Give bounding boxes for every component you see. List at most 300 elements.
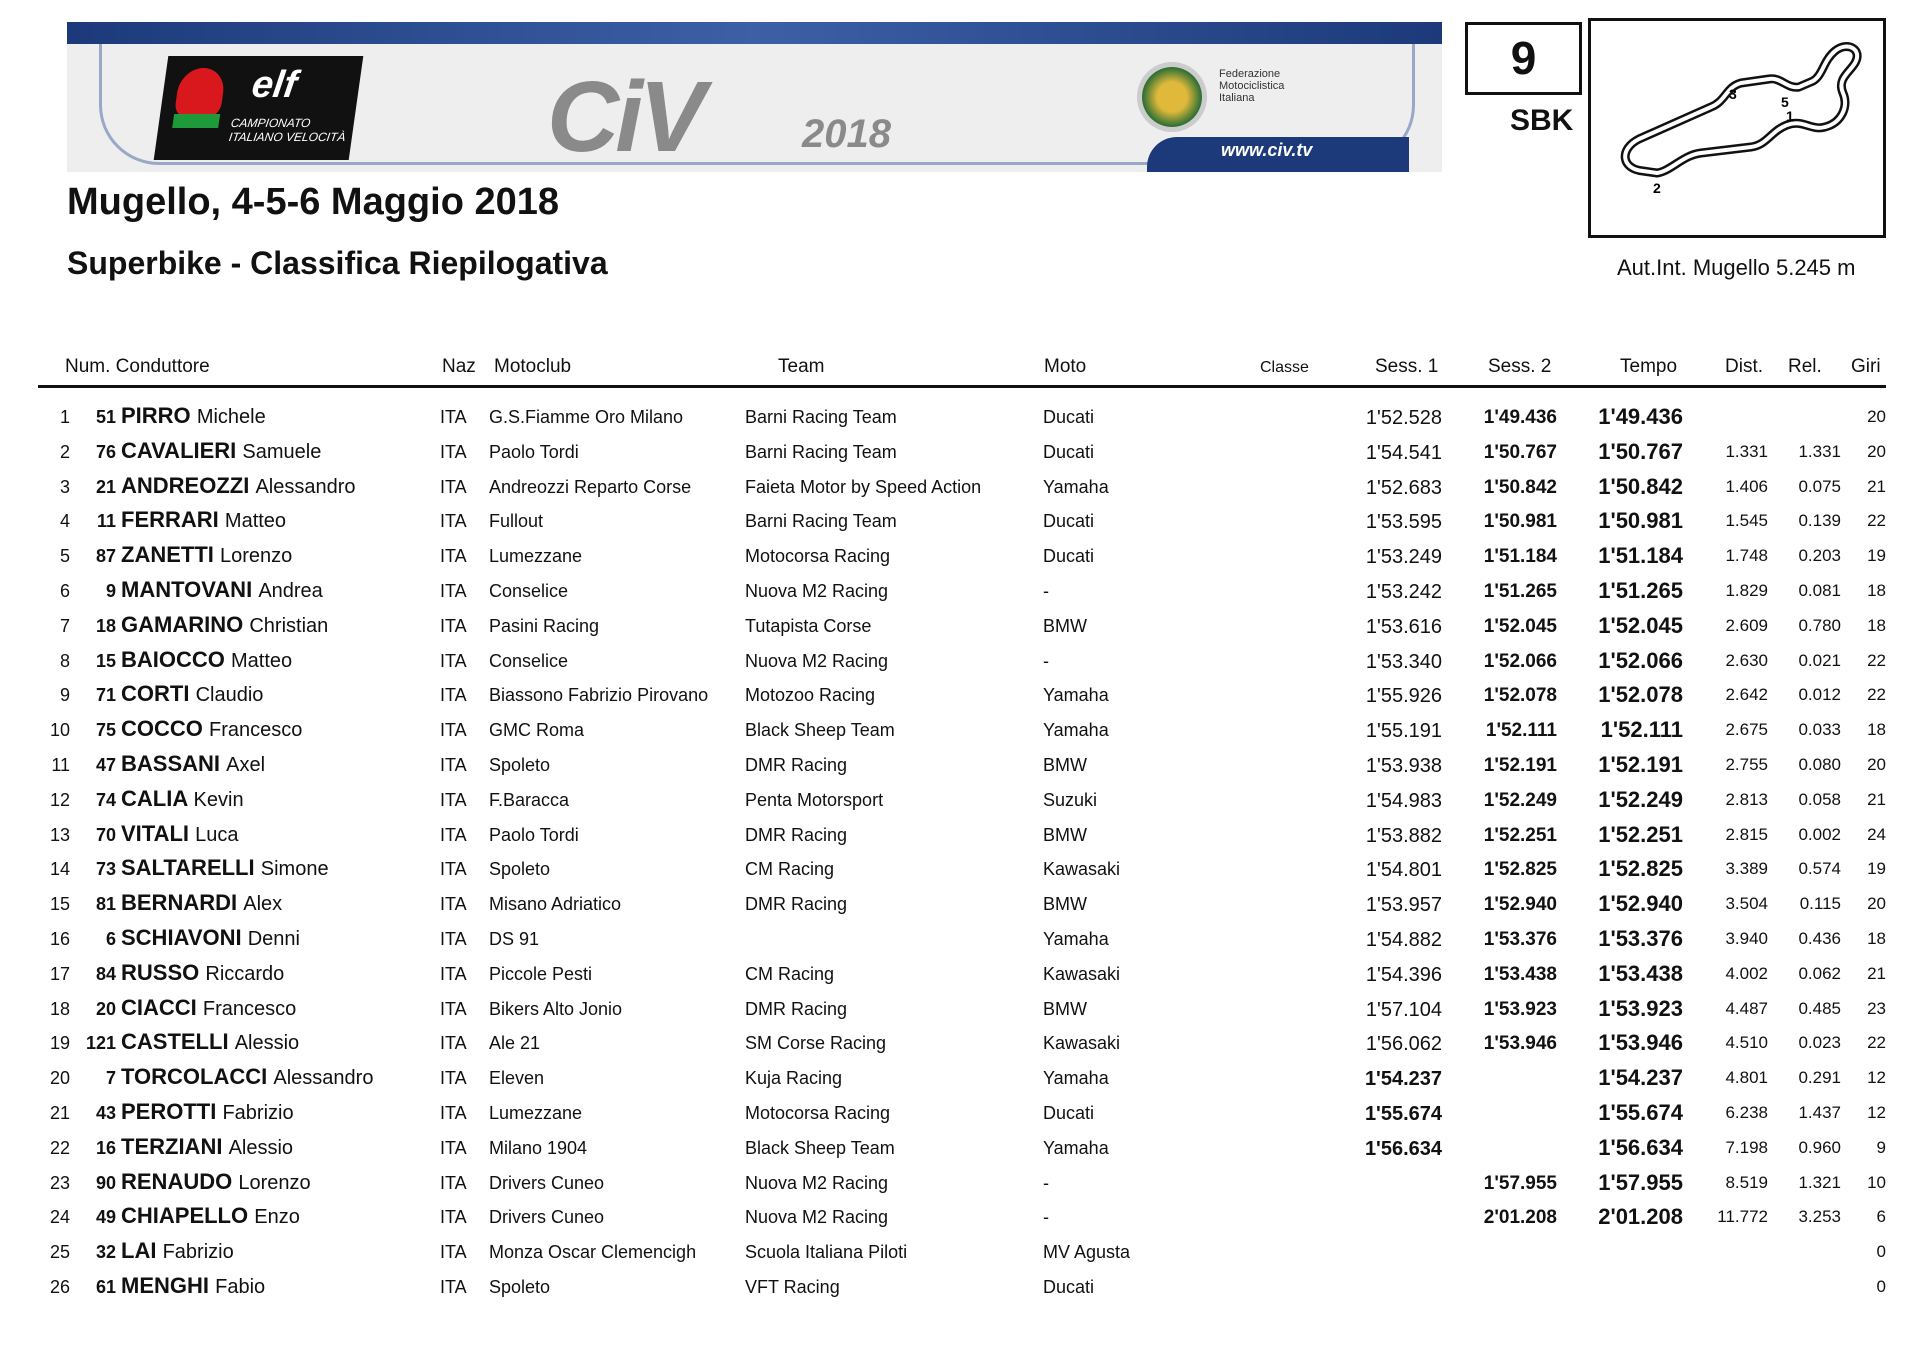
cell-nation: ITA bbox=[440, 615, 467, 636]
cell-moto: BMW bbox=[1043, 894, 1087, 915]
cell-team: Barni Racing Team bbox=[745, 407, 897, 427]
cell-distance: 1.748 bbox=[1725, 546, 1768, 566]
cell-number: 15 bbox=[95, 650, 116, 671]
cell-driver bbox=[121, 751, 265, 777]
table-row bbox=[0, 403, 1920, 441]
cell-motoclub: Drivers Cuneo bbox=[489, 1207, 605, 1228]
table-row bbox=[0, 1099, 1920, 1137]
cell-session1: 1'54.801 bbox=[1365, 859, 1442, 882]
cell-distance: 3.940 bbox=[1725, 929, 1768, 948]
col-num-driver: Num. Conduttore bbox=[65, 356, 210, 377]
cell-session2: 1'50.842 bbox=[1483, 476, 1557, 498]
cell-number: 76 bbox=[95, 441, 116, 462]
cell-session1: 1'56.634 bbox=[1364, 1137, 1442, 1160]
driver-name: Fabrizio bbox=[222, 1102, 294, 1124]
cell-driver bbox=[121, 1203, 300, 1229]
cell-laps: 9 bbox=[1876, 1137, 1886, 1157]
cell-number: 121 bbox=[85, 1033, 116, 1054]
cell-motoclub: Paolo Tordi bbox=[489, 441, 579, 462]
cell-nation: ITA bbox=[440, 789, 467, 810]
cell-driver bbox=[121, 995, 296, 1021]
table-row bbox=[0, 1029, 1920, 1067]
cell-position: 22 bbox=[49, 1137, 70, 1158]
cell-motoclub: Biassono Fabrizio Pirovano bbox=[489, 685, 709, 706]
cell-tempo: 1'51.184 bbox=[1598, 543, 1683, 569]
cell-distance: 1.331 bbox=[1725, 441, 1768, 461]
cell-distance: 2.675 bbox=[1725, 720, 1768, 740]
track-map bbox=[1588, 18, 1886, 238]
cell-team: Nuova M2 Racing bbox=[745, 1172, 889, 1193]
cell-laps: 22 bbox=[1867, 1033, 1886, 1053]
driver-surname: PIRRO bbox=[121, 403, 191, 428]
driver-name: Francesco bbox=[209, 719, 303, 742]
cell-motoclub: F.Baracca bbox=[489, 789, 570, 810]
cell-relative: 0.485 bbox=[1798, 998, 1841, 1018]
cell-team: Motozoo Racing bbox=[745, 685, 876, 706]
cell-team: DMR Racing bbox=[745, 998, 848, 1019]
cell-relative: 0.012 bbox=[1798, 685, 1841, 705]
cell-team: VFT Racing bbox=[745, 1277, 840, 1297]
cell-tempo: 1'52.191 bbox=[1598, 752, 1683, 777]
cell-position: 14 bbox=[49, 859, 70, 880]
table-row bbox=[0, 785, 1920, 824]
cell-driver bbox=[121, 542, 292, 568]
table-row bbox=[0, 716, 1920, 754]
cell-session1: 1'53.938 bbox=[1365, 755, 1442, 777]
cell-number: 74 bbox=[95, 789, 116, 810]
cell-tempo: 1'50.842 bbox=[1598, 473, 1683, 499]
cell-position: 23 bbox=[49, 1172, 70, 1193]
col-rel: Rel. bbox=[1788, 356, 1822, 377]
cell-number: 16 bbox=[95, 1137, 116, 1158]
cell-session2: 1'51.184 bbox=[1483, 546, 1557, 568]
cell-tempo: 1'52.825 bbox=[1598, 856, 1683, 882]
round-box bbox=[1465, 22, 1582, 95]
cell-position: 10 bbox=[49, 720, 70, 741]
cell-team: SM Corse Racing bbox=[745, 1033, 887, 1054]
cell-nation: ITA bbox=[440, 720, 467, 741]
driver-name: Alessio bbox=[228, 1136, 294, 1159]
cell-moto: Ducati bbox=[1043, 441, 1095, 462]
cell-session1: 1'53.957 bbox=[1365, 894, 1442, 917]
corner-label: 1 bbox=[1786, 108, 1794, 124]
cell-number: 49 bbox=[95, 1207, 116, 1228]
cell-number: 6 bbox=[105, 929, 116, 949]
cell-distance: 11.772 bbox=[1717, 1207, 1768, 1227]
driver-name: Denni bbox=[247, 928, 300, 950]
cell-tempo: 1'50.767 bbox=[1598, 438, 1683, 464]
cell-tempo: 1'57.955 bbox=[1598, 1169, 1683, 1195]
cell-driver bbox=[121, 855, 329, 881]
cell-relative: 1.437 bbox=[1798, 1103, 1841, 1122]
cell-motoclub: Pasini Racing bbox=[489, 615, 600, 636]
col-giri: Giri bbox=[1851, 356, 1881, 377]
cell-moto: Kawasaki bbox=[1043, 963, 1121, 984]
cell-session1: 1'53.882 bbox=[1365, 824, 1442, 847]
table-row bbox=[0, 577, 1920, 615]
cell-team: Scuola Italiana Piloti bbox=[745, 1242, 908, 1263]
track-length: Aut.Int. Mugello 5.245 m bbox=[1617, 255, 1856, 280]
civ-red-emblem bbox=[174, 68, 227, 118]
cell-team: Black Sheep Team bbox=[745, 1137, 895, 1158]
cell-tempo: 1'49.436 bbox=[1598, 404, 1683, 429]
cell-team: DMR Racing bbox=[745, 894, 848, 915]
cell-motoclub: Lumezzane bbox=[489, 1103, 583, 1123]
cell-distance: 2.642 bbox=[1725, 685, 1768, 705]
cell-driver bbox=[121, 1064, 373, 1090]
cell-laps: 22 bbox=[1867, 511, 1886, 531]
cell-relative: 0.139 bbox=[1798, 511, 1841, 531]
cell-laps: 20 bbox=[1867, 407, 1886, 426]
cell-number: 32 bbox=[95, 1242, 116, 1263]
fmi-emblem-icon bbox=[1137, 62, 1207, 132]
cell-motoclub: Drivers Cuneo bbox=[489, 1172, 605, 1193]
cell-team: DMR Racing bbox=[745, 755, 848, 775]
cell-session1: 1'53.595 bbox=[1365, 511, 1442, 534]
cell-laps: 0 bbox=[1876, 1277, 1886, 1296]
cell-nation: ITA bbox=[440, 755, 467, 775]
cell-laps: 21 bbox=[1867, 963, 1886, 983]
cell-number: 21 bbox=[95, 476, 116, 497]
cell-relative: 0.075 bbox=[1798, 476, 1841, 496]
cell-moto: Yamaha bbox=[1043, 1068, 1109, 1089]
driver-surname: FERRARI bbox=[121, 507, 219, 533]
cell-laps: 18 bbox=[1867, 720, 1886, 740]
cell-position: 13 bbox=[49, 824, 70, 845]
driver-surname: RUSSO bbox=[121, 959, 200, 985]
driver-surname: CALIA bbox=[121, 785, 188, 811]
cell-motoclub: DS 91 bbox=[489, 929, 540, 949]
cell-distance: 4.510 bbox=[1725, 1033, 1768, 1053]
driver-surname: MENGHI bbox=[121, 1273, 209, 1298]
cell-tempo: 1'53.376 bbox=[1598, 926, 1683, 951]
cell-session2: 1'52.251 bbox=[1483, 824, 1557, 846]
driver-name: Kevin bbox=[193, 788, 244, 811]
cell-moto: BMW bbox=[1043, 615, 1087, 636]
cell-motoclub: Fullout bbox=[489, 511, 544, 532]
cell-tempo: 1'51.265 bbox=[1598, 578, 1683, 603]
driver-surname: CIACCI bbox=[121, 994, 197, 1020]
cell-position: 1 bbox=[59, 407, 70, 427]
driver-surname: CAVALIERI bbox=[121, 437, 237, 463]
cell-session1: 1'53.340 bbox=[1365, 650, 1442, 673]
cell-session1: 1'57.104 bbox=[1365, 998, 1442, 1021]
table-row bbox=[0, 681, 1920, 719]
cell-position: 7 bbox=[59, 615, 70, 636]
cell-team: CM Racing bbox=[745, 963, 835, 984]
cell-nation: ITA bbox=[440, 581, 467, 601]
cell-motoclub: Spoleto bbox=[489, 859, 551, 880]
cell-motoclub: Ale 21 bbox=[489, 1033, 541, 1054]
driver-surname: BAIOCCO bbox=[121, 646, 225, 672]
driver-name: Matteo bbox=[224, 510, 287, 533]
cell-laps: 20 bbox=[1867, 441, 1886, 461]
cell-moto: Ducati bbox=[1043, 511, 1095, 532]
cell-laps: 6 bbox=[1876, 1207, 1886, 1227]
cell-session1: 1'52.683 bbox=[1365, 476, 1442, 499]
cell-distance: 7.198 bbox=[1725, 1137, 1768, 1157]
driver-surname: MANTOVANI bbox=[121, 577, 253, 602]
cell-nation: ITA bbox=[440, 929, 467, 949]
cell-laps: 10 bbox=[1867, 1172, 1886, 1192]
col-motoclub: Motoclub bbox=[494, 356, 572, 377]
cell-team: Barni Racing Team bbox=[745, 441, 897, 462]
cell-session1: 1'55.674 bbox=[1364, 1103, 1442, 1125]
cell-relative: 0.436 bbox=[1798, 929, 1841, 948]
cell-position: 19 bbox=[49, 1033, 70, 1054]
cell-position: 18 bbox=[49, 998, 70, 1019]
cell-session1: 1'54.882 bbox=[1365, 929, 1442, 951]
cell-relative: 1.331 bbox=[1798, 441, 1841, 461]
driver-name: Luca bbox=[195, 823, 239, 846]
cell-moto: - bbox=[1043, 581, 1049, 601]
col-sess2: Sess. 2 bbox=[1488, 356, 1552, 377]
cell-moto: Yamaha bbox=[1043, 929, 1109, 949]
cell-nation: ITA bbox=[440, 963, 467, 984]
cell-moto: BMW bbox=[1043, 755, 1087, 775]
cell-session2: 1'52.191 bbox=[1483, 755, 1557, 776]
cell-number: 18 bbox=[95, 615, 116, 636]
driver-name: Fabio bbox=[215, 1276, 266, 1298]
table-row bbox=[0, 890, 1920, 928]
driver-name: Matteo bbox=[231, 649, 293, 672]
cell-team: Black Sheep Team bbox=[745, 720, 895, 741]
cell-laps: 0 bbox=[1876, 1242, 1886, 1262]
cell-number: 20 bbox=[95, 998, 116, 1019]
cell-moto: MV Agusta bbox=[1043, 1242, 1131, 1263]
corner-label: 2 bbox=[1653, 180, 1661, 196]
driver-surname: SALTARELLI bbox=[121, 855, 255, 881]
cell-motoclub: Eleven bbox=[489, 1068, 545, 1089]
header-divider bbox=[38, 385, 1886, 388]
cell-motoclub: Lumezzane bbox=[489, 546, 583, 567]
cell-session1: 1'54.396 bbox=[1365, 963, 1442, 986]
cell-driver bbox=[121, 1238, 234, 1264]
cell-moto: Ducati bbox=[1043, 546, 1095, 567]
cell-moto: Ducati bbox=[1043, 407, 1095, 427]
cell-number: 73 bbox=[95, 859, 116, 880]
cell-nation: ITA bbox=[440, 998, 467, 1019]
cell-position: 6 bbox=[59, 581, 70, 601]
cell-moto: Kawasaki bbox=[1043, 1033, 1121, 1054]
cell-relative: 0.291 bbox=[1798, 1068, 1841, 1088]
cell-team: DMR Racing bbox=[745, 824, 848, 845]
cell-nation: ITA bbox=[440, 650, 467, 671]
table-row bbox=[0, 994, 1920, 1033]
cell-nation: ITA bbox=[440, 894, 467, 915]
cell-laps: 18 bbox=[1867, 929, 1886, 948]
driver-name: Andrea bbox=[258, 580, 323, 602]
col-tempo: Tempo bbox=[1620, 356, 1678, 377]
cell-session1: 1'53.242 bbox=[1365, 581, 1442, 603]
cell-motoclub: Misano Adriatico bbox=[489, 894, 622, 915]
event-title: Mugello, 4-5-6 Maggio 2018 bbox=[67, 181, 559, 223]
track-layout-icon bbox=[1591, 21, 1883, 235]
cell-position: 11 bbox=[51, 755, 70, 775]
cell-relative: 0.058 bbox=[1798, 789, 1841, 809]
cell-session1: 1'54.541 bbox=[1365, 441, 1442, 464]
table-row bbox=[0, 1168, 1920, 1207]
table-row bbox=[0, 925, 1920, 963]
civ-green-stripe bbox=[172, 114, 220, 128]
driver-name: Alex bbox=[243, 893, 283, 916]
col-moto: Moto bbox=[1044, 356, 1087, 377]
cell-motoclub: GMC Roma bbox=[489, 720, 585, 741]
driver-name: Simone bbox=[260, 858, 329, 881]
cell-number: 70 bbox=[95, 824, 116, 845]
cell-relative: 0.574 bbox=[1798, 859, 1841, 879]
cell-number: 43 bbox=[95, 1103, 116, 1123]
driver-surname: ZANETTI bbox=[121, 542, 214, 568]
header-banner bbox=[67, 22, 1442, 172]
table-row bbox=[0, 646, 1920, 685]
cell-distance: 1.406 bbox=[1725, 476, 1768, 496]
cell-laps: 20 bbox=[1867, 755, 1886, 774]
cell-number: 75 bbox=[95, 720, 116, 741]
cell-tempo: 1'52.940 bbox=[1598, 891, 1683, 917]
cell-session1: 1'55.191 bbox=[1365, 720, 1442, 743]
table-row bbox=[0, 1238, 1920, 1276]
cell-driver bbox=[121, 786, 244, 812]
cell-relative: 0.115 bbox=[1799, 894, 1841, 914]
cell-distance: 3.504 bbox=[1725, 894, 1768, 914]
cell-relative: 0.023 bbox=[1798, 1033, 1841, 1053]
table-row bbox=[0, 472, 1920, 511]
cell-distance: 6.238 bbox=[1725, 1103, 1768, 1122]
cell-session2: 1'53.438 bbox=[1483, 963, 1557, 985]
cell-position: 25 bbox=[49, 1242, 70, 1263]
cell-tempo: 1'52.251 bbox=[1598, 821, 1683, 847]
table-row bbox=[0, 1273, 1920, 1311]
cell-team: Motocorsa Racing bbox=[745, 1103, 891, 1123]
cell-session2: 2'01.208 bbox=[1483, 1207, 1557, 1229]
cell-session1: 1'52.528 bbox=[1365, 407, 1442, 429]
cell-tempo: 1'53.923 bbox=[1598, 995, 1683, 1021]
cell-team: Faieta Motor by Speed Action bbox=[745, 476, 982, 497]
cell-tempo: 2'01.208 bbox=[1598, 1204, 1683, 1230]
cell-tempo: 1'52.066 bbox=[1598, 647, 1683, 673]
cell-position: 12 bbox=[49, 789, 70, 810]
driver-surname: CASTELLI bbox=[121, 1029, 229, 1055]
cell-tempo: 1'53.946 bbox=[1598, 1030, 1683, 1056]
cell-session1: 1'53.616 bbox=[1365, 615, 1442, 638]
cell-moto: Kawasaki bbox=[1043, 859, 1121, 880]
cell-driver bbox=[121, 473, 356, 499]
cell-motoclub: Monza Oscar Clemencigh bbox=[489, 1242, 697, 1263]
cell-nation: ITA bbox=[440, 1137, 467, 1158]
cell-position: 2 bbox=[59, 441, 70, 462]
cell-number: 84 bbox=[95, 963, 116, 984]
cell-session2: 1'57.955 bbox=[1483, 1172, 1557, 1194]
cell-number: 47 bbox=[95, 755, 116, 775]
class-label: SBK bbox=[1510, 104, 1574, 137]
cell-position: 3 bbox=[59, 476, 70, 497]
cell-session2: 1'53.946 bbox=[1483, 1033, 1557, 1055]
cell-session2: 1'52.249 bbox=[1483, 789, 1557, 811]
table-row bbox=[0, 820, 1920, 859]
cell-distance: 1.829 bbox=[1725, 581, 1768, 600]
cell-distance: 2.813 bbox=[1725, 789, 1768, 809]
cell-driver bbox=[121, 647, 292, 673]
banner-top-stripe bbox=[67, 22, 1442, 44]
cell-moto: Yamaha bbox=[1043, 720, 1109, 741]
col-naz: Naz bbox=[442, 356, 476, 377]
cell-session2: 1'52.078 bbox=[1483, 685, 1557, 707]
table-row bbox=[0, 437, 1920, 476]
table-row bbox=[0, 542, 1920, 580]
cell-driver bbox=[121, 1273, 265, 1299]
col-team: Team bbox=[778, 356, 825, 377]
table-row bbox=[0, 959, 1920, 998]
cell-distance: 8.519 bbox=[1725, 1172, 1768, 1192]
cell-session2: 1'50.767 bbox=[1483, 441, 1557, 463]
driver-name: Christian bbox=[249, 614, 329, 637]
cell-moto: Ducati bbox=[1043, 1277, 1095, 1297]
driver-surname: TERZIANI bbox=[121, 1133, 223, 1159]
civ-url[interactable]: www.civ.tv bbox=[1221, 140, 1313, 160]
cell-laps: 22 bbox=[1867, 685, 1886, 705]
cell-laps: 19 bbox=[1867, 546, 1886, 566]
cell-moto: - bbox=[1043, 650, 1049, 671]
driver-surname: COCCO bbox=[121, 716, 203, 742]
cell-position: 16 bbox=[49, 929, 70, 949]
cell-position: 24 bbox=[49, 1207, 70, 1228]
cell-team: Nuova M2 Racing bbox=[745, 650, 889, 671]
cell-driver bbox=[121, 960, 284, 986]
corner-label: 5 bbox=[1781, 94, 1789, 110]
cell-driver bbox=[121, 821, 239, 847]
cell-team: Barni Racing Team bbox=[745, 511, 897, 532]
driver-name: Lorenzo bbox=[220, 545, 293, 568]
cell-session2: 1'51.265 bbox=[1483, 581, 1557, 602]
cell-position: 15 bbox=[49, 894, 70, 915]
cell-moto: Yamaha bbox=[1043, 476, 1109, 497]
driver-name: Alessandro bbox=[273, 1067, 374, 1090]
cell-driver bbox=[121, 681, 263, 707]
cell-nation: ITA bbox=[440, 824, 467, 845]
cell-nation: ITA bbox=[440, 441, 467, 462]
cell-session1: 1'53.249 bbox=[1365, 546, 1442, 569]
cell-team: Penta Motorsport bbox=[745, 789, 884, 810]
cell-driver bbox=[121, 1134, 293, 1160]
cell-team: Nuova M2 Racing bbox=[745, 1207, 889, 1228]
elf-civ-logo bbox=[154, 56, 364, 160]
cell-position: 17 bbox=[49, 963, 70, 984]
cell-distance: 1.545 bbox=[1725, 511, 1768, 531]
cell-tempo: 1'56.634 bbox=[1598, 1134, 1683, 1160]
cell-number: 90 bbox=[95, 1172, 116, 1193]
table-row bbox=[0, 1133, 1920, 1172]
cell-laps: 21 bbox=[1867, 476, 1886, 496]
cell-driver bbox=[121, 438, 321, 464]
driver-name: Lorenzo bbox=[238, 1171, 311, 1194]
cell-distance: 2.630 bbox=[1725, 650, 1768, 670]
cell-position: 26 bbox=[49, 1277, 70, 1297]
cell-nation: ITA bbox=[440, 1033, 467, 1054]
cell-number: 11 bbox=[96, 511, 116, 532]
cell-position: 9 bbox=[59, 685, 70, 706]
driver-name: Francesco bbox=[202, 997, 297, 1020]
cell-moto: Ducati bbox=[1043, 1103, 1095, 1123]
cell-motoclub: Spoleto bbox=[489, 755, 551, 775]
cell-tempo: 1'52.111 bbox=[1600, 717, 1683, 743]
cell-nation: ITA bbox=[440, 546, 467, 567]
cell-tempo: 1'52.078 bbox=[1598, 682, 1683, 708]
cell-relative: 0.033 bbox=[1798, 720, 1841, 740]
cell-driver bbox=[121, 612, 328, 638]
elf-logo-subtitle: CAMPIONATO ITALIANO VELOCITÀ bbox=[227, 116, 347, 144]
cell-moto: Yamaha bbox=[1043, 1137, 1109, 1158]
